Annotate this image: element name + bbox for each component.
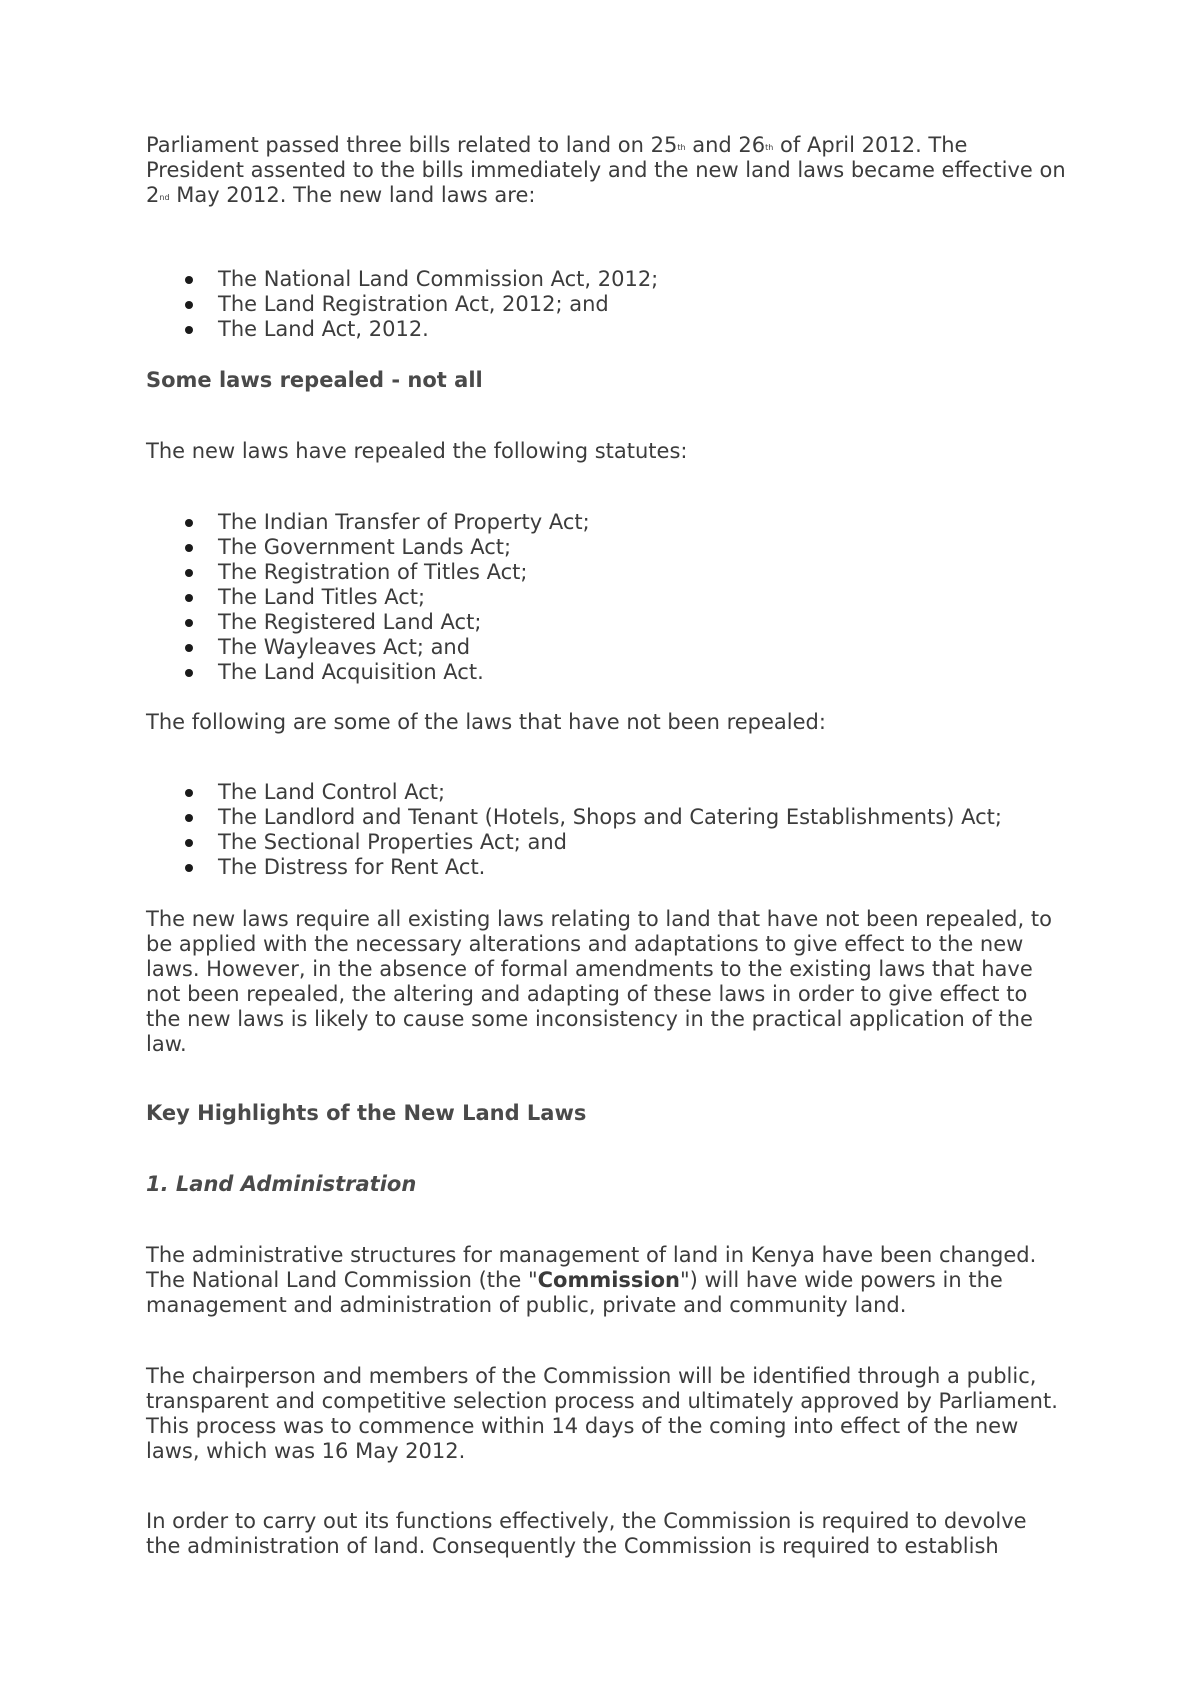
superscript-nd: nd bbox=[159, 193, 170, 202]
list-item bbox=[146, 292, 658, 317]
heading-highlights: Key Highlights of the New Land Laws bbox=[146, 1101, 587, 1125]
bullet-icon bbox=[185, 669, 193, 677]
superscript-th-2: th bbox=[765, 143, 774, 152]
not-repealed-intro: The following are some of the laws that have not been repealed: bbox=[146, 710, 826, 734]
chairperson-paragraph: The chairperson and members of the Commission will be identified through a public, transparent and competitive selection process and ultimately approved by Parliament. This process was to commence within 14 days of the coming into effect of the new laws, which was 16 May 2012. bbox=[146, 1364, 1058, 1463]
intro-text-4: May 2012. The new land laws are: bbox=[169, 183, 536, 207]
list-item bbox=[146, 510, 590, 535]
repealed-intro: The new laws have repealed the following statutes: bbox=[146, 439, 688, 463]
bullet-icon bbox=[185, 569, 193, 577]
list-item-text: The Distress for Rent Act. bbox=[218, 855, 486, 879]
bullet-icon bbox=[185, 839, 193, 847]
list-item-text: The Sectional Properties Act; and bbox=[218, 830, 567, 854]
bullet-icon bbox=[185, 519, 193, 527]
intro-text-1: Parliament passed three bills related to land on 25 bbox=[146, 133, 678, 157]
list-item-text: The Government Lands Act; bbox=[218, 535, 512, 559]
list-item-text: The Land Acquisition Act. bbox=[218, 660, 484, 684]
bullet-icon bbox=[185, 619, 193, 627]
commission-term: Commission bbox=[537, 1268, 680, 1292]
list-item-text: The Wayleaves Act; and bbox=[218, 635, 471, 659]
list-item-text: The Land Control Act; bbox=[218, 780, 446, 804]
list-item bbox=[146, 267, 658, 292]
list-item-text: The Indian Transfer of Property Act; bbox=[218, 510, 590, 534]
list-item-text: The Registration of Titles Act; bbox=[218, 560, 528, 584]
list-item-text: The Land Registration Act, 2012; and bbox=[218, 292, 609, 316]
list-item-text: The Land Act, 2012. bbox=[218, 317, 429, 341]
admin-text-2: ") will have wide powers in the management and administration of public, private and community land. bbox=[146, 1268, 1003, 1317]
bullet-icon bbox=[185, 864, 193, 872]
admin-text-1: The administrative structures for management of land in Kenya have been changed. The National Land Commission (the " bbox=[146, 1243, 1037, 1292]
bullet-icon bbox=[185, 814, 193, 822]
list-item bbox=[146, 560, 590, 585]
list-item-text: The Land Titles Act; bbox=[218, 585, 426, 609]
list-item-text: The National Land Commission Act, 2012; bbox=[218, 267, 659, 291]
list-item bbox=[146, 635, 590, 660]
devolve-paragraph: In order to carry out its functions effectively, the Commission is required to devolve the administration of land. Consequently the Commission is required to establish bbox=[146, 1509, 1027, 1558]
list-item bbox=[146, 780, 1002, 805]
bullet-icon bbox=[185, 301, 193, 309]
intro-text-2: and 26 bbox=[685, 133, 766, 157]
bullet-icon bbox=[185, 789, 193, 797]
list-item-text: The Registered Land Act; bbox=[218, 610, 482, 634]
bullet-icon bbox=[185, 544, 193, 552]
list-item bbox=[146, 535, 590, 560]
repealed-list bbox=[146, 510, 590, 685]
bullet-icon bbox=[185, 326, 193, 334]
list-item-text: The Landlord and Tenant (Hotels, Shops and Catering Establishments) Act; bbox=[218, 805, 1002, 829]
bullet-icon bbox=[185, 644, 193, 652]
admin-paragraph bbox=[146, 1243, 1066, 1318]
intro-text-3: of April 2012. The President assented to the bills immediately and the new land laws became effective on 2 bbox=[146, 133, 1066, 207]
list-item bbox=[146, 585, 590, 610]
superscript-th-1: th bbox=[677, 143, 686, 152]
intro-paragraph bbox=[146, 133, 1066, 208]
list-item bbox=[146, 660, 590, 685]
list-item bbox=[146, 855, 1002, 880]
list-item bbox=[146, 830, 1002, 855]
bullet-icon bbox=[185, 594, 193, 602]
list-item bbox=[146, 805, 1002, 830]
heading-repealed: Some laws repealed - not all bbox=[146, 368, 483, 392]
existing-laws-paragraph: The new laws require all existing laws relating to land that have not been repealed, to be applied with the necessary alterations and adaptations to give effect to the new laws. However, in the absence of formal amendments to the existing laws that have not been repealed, the altering and adapting of these laws in order to give effect to the new laws is likely to cause some inconsistency in the practical application of the law. bbox=[146, 907, 1052, 1056]
heading-land-administration: 1. Land Administration bbox=[146, 1172, 417, 1196]
not-repealed-list bbox=[146, 780, 1002, 880]
bullet-icon bbox=[185, 276, 193, 284]
list-item bbox=[146, 610, 590, 635]
list-item bbox=[146, 317, 658, 342]
new-laws-list bbox=[146, 267, 658, 342]
